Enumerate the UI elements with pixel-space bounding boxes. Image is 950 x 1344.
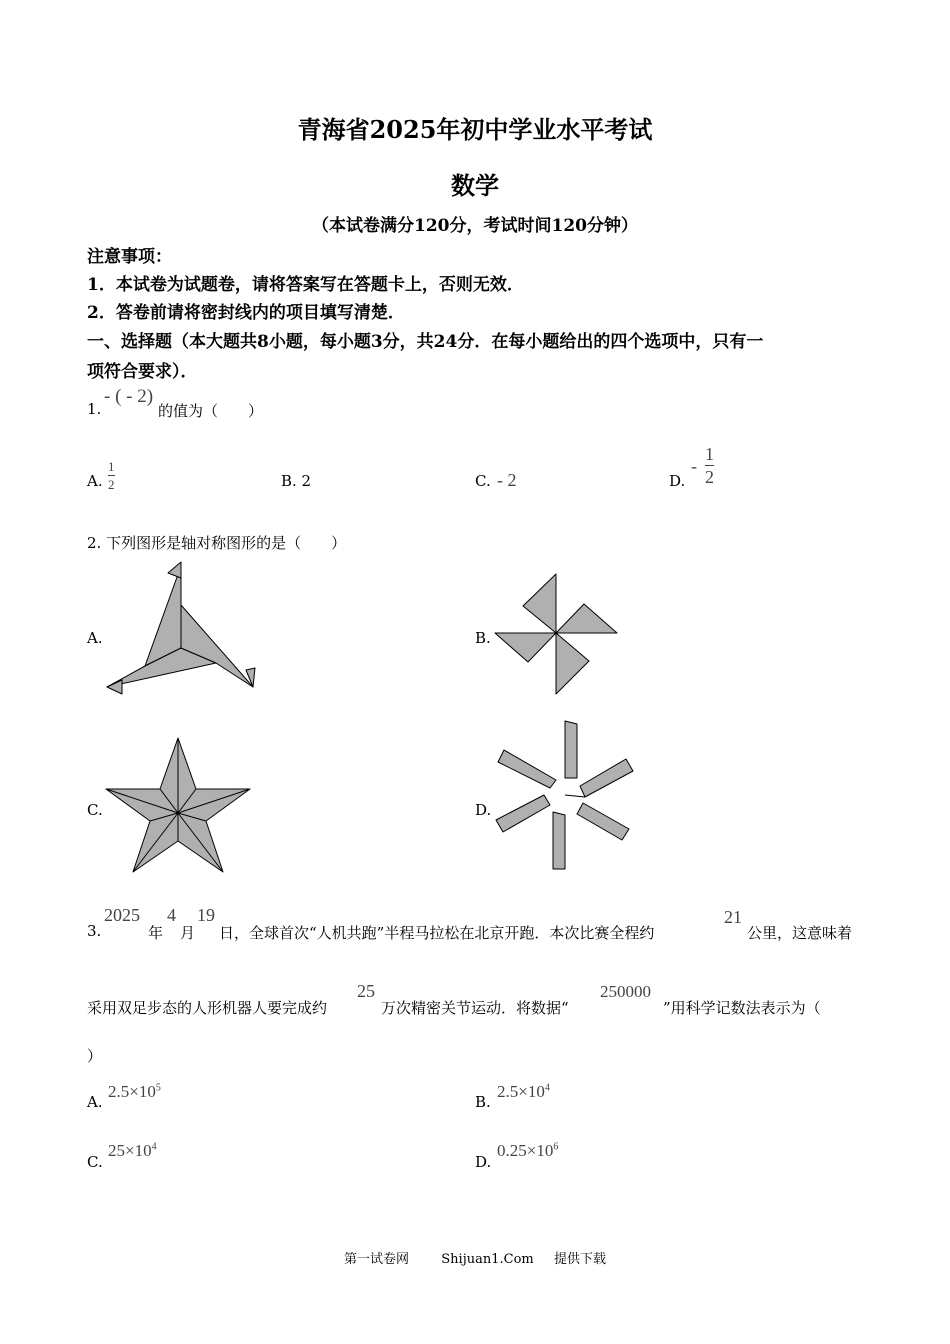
- q1-option-d-numerator: 1: [705, 444, 714, 464]
- q1-number: 1.: [87, 400, 102, 418]
- q3-text-4: 万次精密关节运动．将数据“: [381, 999, 569, 1017]
- q3-option-c-base: 25×10: [108, 1141, 152, 1160]
- q1-option-a-denominator: 2: [108, 477, 115, 492]
- q1-option-d-label: D.: [669, 472, 686, 490]
- q3-text-3: 采用双足步态的人形机器人要完成约: [87, 999, 328, 1017]
- q3-option-d-base: 0.25×10: [497, 1141, 554, 1160]
- q2-text: 2. 下列图形是轴对称图形的是（ ）: [87, 534, 347, 552]
- q3-text-6: ）: [87, 1047, 103, 1065]
- q2-option-d-label: D.: [475, 801, 492, 819]
- section-heading-line2: 项符合要求）．: [87, 362, 198, 382]
- footer-note: 提供下载: [554, 1252, 607, 1267]
- q3-option-c-exponent: 4: [151, 1141, 157, 1153]
- q1-option-c-value: - 2: [497, 470, 517, 490]
- q1-option-d-sign: -: [691, 456, 697, 476]
- q2-figure-a: [107, 562, 255, 694]
- q3-distance: 21: [724, 907, 742, 927]
- q2-figure-c: [106, 738, 250, 872]
- notice-heading: 注意事项：: [87, 247, 172, 267]
- q3-option-a-label: A.: [87, 1093, 103, 1111]
- q1-option-d-denominator: 2: [705, 467, 714, 487]
- q3-year-unit: 年: [148, 924, 164, 942]
- exam-title: 青海省2025年初中学业水平考试: [297, 115, 653, 144]
- q3-option-c-value: [108, 1141, 157, 1161]
- q2-figure-d: [496, 721, 633, 869]
- q2-figure-b: [495, 574, 617, 694]
- notice-item-1: 1．本试卷为试题卷，请将答案写在答题卡上，否则无效．: [87, 275, 524, 295]
- q2-option-c-label: C.: [87, 801, 103, 819]
- q3-option-d-value: [497, 1141, 558, 1161]
- section-heading-line1: 一、选择题（本大题共8小题，每小题3分，共24分．在每小题给出的四个选项中，只有一: [87, 332, 764, 352]
- q3-text-1: 日，全球首次“人机共跑”半程马拉松在北京开跑．本次比赛全程约: [219, 924, 655, 942]
- q3-month-unit: 月: [180, 924, 196, 942]
- q3-option-d-exponent: 6: [553, 1141, 559, 1153]
- q3-option-b-value: [497, 1082, 550, 1102]
- q3-month: 4: [167, 905, 176, 925]
- q3-option-d-label: D.: [475, 1153, 492, 1171]
- page-footer: [0, 1248, 950, 1267]
- q2-option-b-label: B.: [475, 629, 491, 647]
- q3-option-a-exponent: 5: [155, 1082, 161, 1094]
- footer-site-url[interactable]: Shijuan1.Com: [441, 1252, 534, 1267]
- q1-text: 的值为（ ）: [158, 402, 264, 420]
- q1-expression: - ( - 2): [104, 386, 154, 407]
- q3-year: 2025: [104, 905, 140, 925]
- q1-option-c-label: C.: [475, 472, 491, 490]
- notice-item-2: 2．答卷前请将密封线内的项目填写清楚．: [87, 303, 405, 323]
- q3-option-b-base: 2.5×10: [497, 1082, 545, 1101]
- q3-data-value: 250000: [600, 982, 651, 1001]
- q1-option-a-numerator: 1: [108, 459, 115, 474]
- exam-info: （本试卷满分120分，考试时间120分钟）: [312, 216, 638, 236]
- q3-option-a-value: [108, 1082, 161, 1102]
- q3-day: 19: [197, 905, 215, 925]
- q3-motion-count: 25: [357, 981, 375, 1001]
- q1-option-a-label: A.: [87, 472, 103, 490]
- q2-option-a-label: A.: [87, 629, 103, 647]
- subject-title: 数学: [451, 171, 499, 200]
- footer-site-name: 第一试卷网: [343, 1252, 409, 1267]
- q3-option-b-exponent: 4: [544, 1082, 550, 1094]
- q3-option-c-label: C.: [87, 1153, 103, 1171]
- q3-text-2: 公里，这意味着: [747, 924, 853, 942]
- q3-number: 3.: [87, 922, 102, 940]
- q3-text-5: ”用科学记数法表示为（: [663, 999, 821, 1017]
- q3-option-a-base: 2.5×10: [108, 1082, 156, 1101]
- q3-option-b-label: B.: [475, 1093, 491, 1111]
- q1-option-b: B. 2: [281, 472, 312, 490]
